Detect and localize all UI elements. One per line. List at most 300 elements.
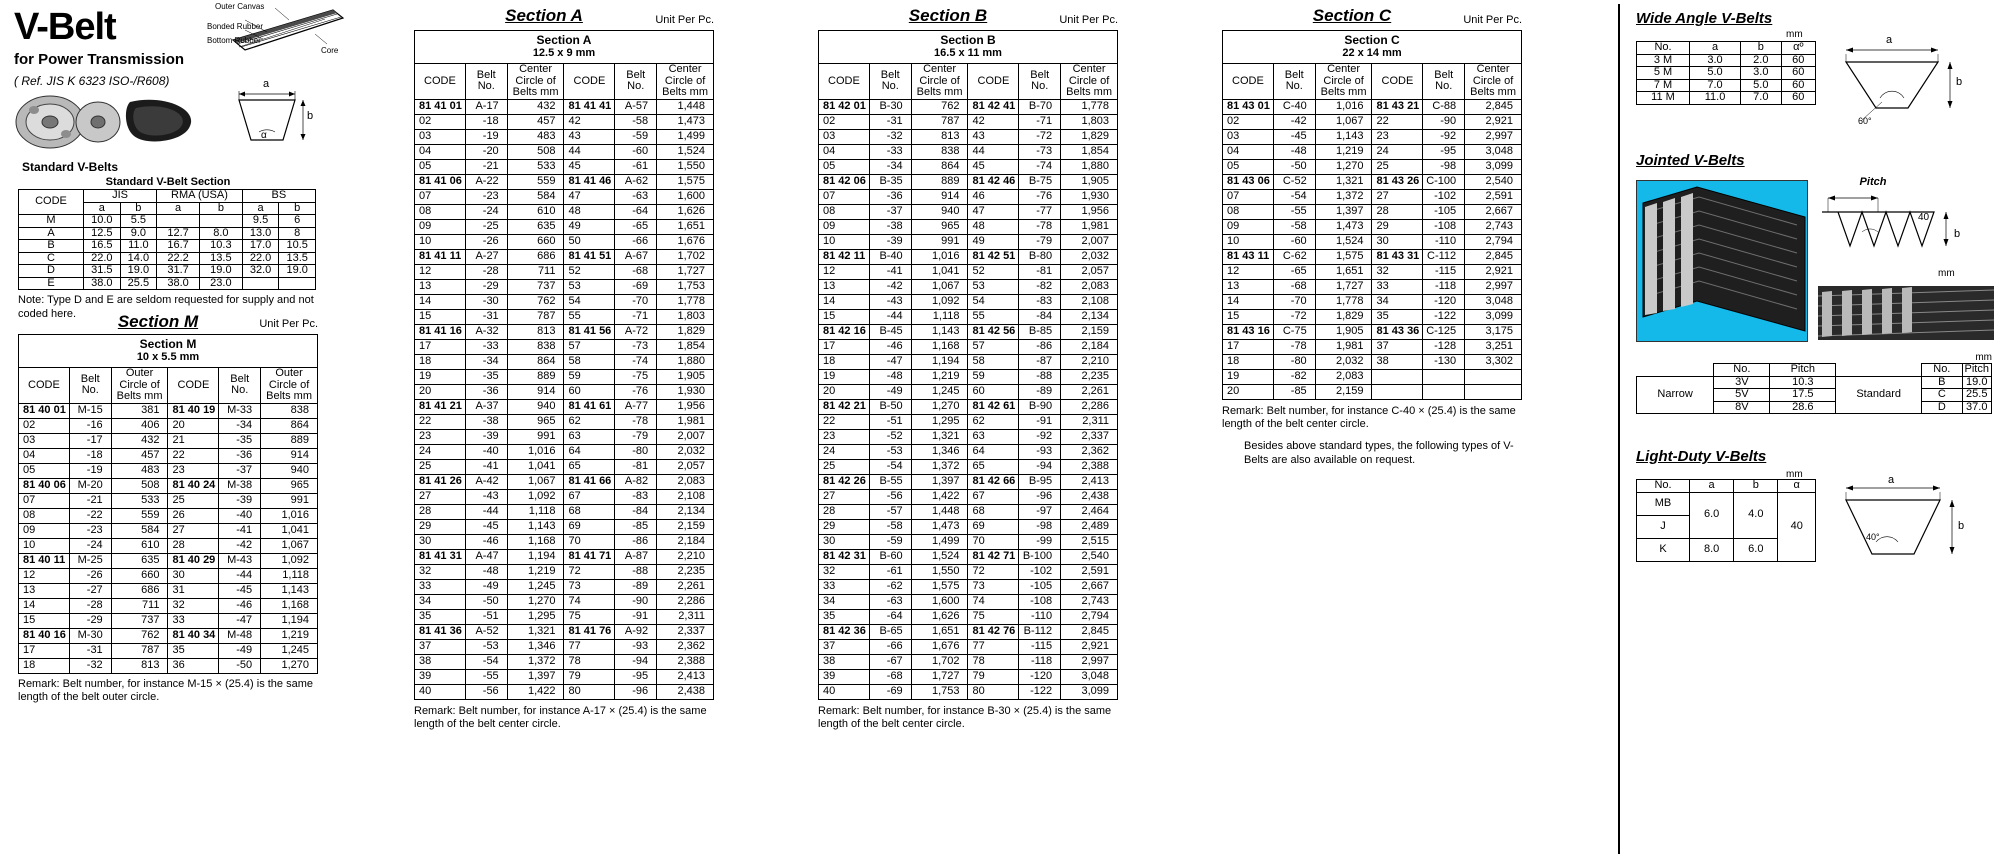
- table-header-row: [19, 368, 318, 404]
- table-title-row: Section B: [819, 31, 1118, 48]
- cell: 2,540: [1061, 549, 1118, 564]
- cell: 35: [819, 609, 870, 624]
- table-row: [819, 294, 1118, 309]
- label-dim-b: b: [307, 110, 314, 122]
- cell: -94: [1019, 459, 1061, 474]
- cell: 1,473: [1315, 219, 1372, 234]
- col-b: b: [1741, 42, 1782, 55]
- cell: 1,041: [507, 459, 564, 474]
- wide-angle-unit: mm: [1786, 29, 1803, 40]
- table-header-row: [1223, 64, 1522, 100]
- cell: 19.0: [279, 265, 316, 278]
- cell: -31: [869, 114, 911, 129]
- section-a-table: [414, 30, 714, 700]
- cell: 68: [564, 504, 615, 519]
- cell: 8: [279, 227, 316, 240]
- cell: 02: [19, 418, 70, 433]
- cell: -94: [615, 654, 657, 669]
- cell: -51: [465, 609, 507, 624]
- cell: 37.0: [1962, 401, 1991, 414]
- cell: -102: [1423, 189, 1465, 204]
- cell: 3,251: [1465, 339, 1522, 354]
- cell: -61: [615, 159, 657, 174]
- cell: 13: [1223, 279, 1274, 294]
- jointed-title: Jointed V-Belts: [1636, 152, 1745, 169]
- table-row: [819, 594, 1118, 609]
- cell: -48: [465, 564, 507, 579]
- cell: 30: [168, 568, 219, 583]
- table-row: [819, 459, 1118, 474]
- cell: 81 41 56: [564, 324, 615, 339]
- cell: B-80: [1019, 249, 1061, 264]
- cell: 406: [111, 418, 168, 433]
- cell: 33: [1372, 279, 1423, 294]
- cell: 09: [1223, 219, 1274, 234]
- cell: -91: [1019, 414, 1061, 429]
- cell: B-85: [1019, 324, 1061, 339]
- cell: A-22: [465, 174, 507, 189]
- label-core: Core: [321, 46, 339, 55]
- cell: -41: [869, 264, 911, 279]
- cell: J: [1637, 515, 1690, 538]
- cell: 1,905: [657, 369, 714, 384]
- cell: 12: [415, 264, 466, 279]
- section-m-remark: Belt number, for instance M-15 × (25.4) is the same length of the belt outer circle.: [18, 677, 313, 704]
- cell: -63: [869, 594, 911, 609]
- cell: 2,438: [1061, 489, 1118, 504]
- cell: 81 41 76: [564, 624, 615, 639]
- cell: 60: [564, 384, 615, 399]
- cell-code: D: [19, 265, 84, 278]
- table-row: [415, 249, 714, 264]
- cell: 55: [564, 309, 615, 324]
- table-row: [819, 444, 1118, 459]
- cell: 686: [507, 249, 564, 264]
- cell: 1,753: [911, 684, 968, 699]
- cell: 2,007: [1061, 234, 1118, 249]
- cell: -88: [615, 564, 657, 579]
- cell: -70: [1273, 294, 1315, 309]
- table-row: [1223, 129, 1522, 144]
- jointed-pitch-table: [1636, 363, 1992, 414]
- cell: 2,311: [1061, 414, 1118, 429]
- cell: 60: [1781, 92, 1815, 105]
- cell: 14.0: [120, 252, 157, 265]
- cell: 13.5: [199, 252, 242, 265]
- section-m-remark-label: Remark:: [18, 677, 60, 690]
- table-row: [415, 264, 714, 279]
- cell: 2,362: [657, 639, 714, 654]
- cell: 29: [819, 519, 870, 534]
- table-row: [1223, 384, 1522, 399]
- cell: 1,422: [507, 684, 564, 699]
- cell: 80: [564, 684, 615, 699]
- cell: 6.0: [1690, 492, 1734, 538]
- cell: 81 42 46: [968, 174, 1019, 189]
- cell: 2,667: [1465, 204, 1522, 219]
- cell: -95: [615, 669, 657, 684]
- cell: 33: [415, 579, 466, 594]
- cell: 22: [819, 414, 870, 429]
- cell: 1,194: [261, 613, 318, 628]
- cell: 2,083: [1061, 279, 1118, 294]
- cell: 34: [415, 594, 466, 609]
- table-size-row: 10 x 5.5 mm: [19, 351, 318, 368]
- cell: -72: [1273, 309, 1315, 324]
- cell: 81 42 26: [819, 474, 870, 489]
- table-row: [19, 658, 318, 673]
- table-row: [19, 478, 318, 493]
- cell: -50: [1273, 159, 1315, 174]
- cell: 991: [261, 493, 318, 508]
- cell: 1,499: [911, 534, 968, 549]
- cell: -18: [69, 448, 111, 463]
- cell: 24: [1372, 144, 1423, 159]
- cell: 13: [415, 279, 466, 294]
- table-row: [415, 444, 714, 459]
- cell: -38: [869, 219, 911, 234]
- cell: -93: [615, 639, 657, 654]
- cell: 1,575: [1315, 249, 1372, 264]
- cell: 03: [1223, 129, 1274, 144]
- cell: 2,845: [1061, 624, 1118, 639]
- cell: 813: [911, 129, 968, 144]
- cell: -64: [869, 609, 911, 624]
- cell: A-47: [465, 549, 507, 564]
- cell: 81 40 16: [19, 628, 70, 643]
- cell: -58: [1273, 219, 1315, 234]
- table-header-row: [1637, 42, 1816, 55]
- cell: 2,921: [1061, 639, 1118, 654]
- cell: 08: [415, 204, 466, 219]
- cell: 2,845: [1465, 99, 1522, 114]
- cell: 1,219: [261, 628, 318, 643]
- cell: -43: [869, 294, 911, 309]
- cell: [1423, 384, 1465, 399]
- cell: -48: [869, 369, 911, 384]
- table-row: [819, 579, 1118, 594]
- cell: B-90: [1019, 399, 1061, 414]
- cell: 81 43 21: [1372, 99, 1423, 114]
- table-row: [415, 354, 714, 369]
- cell: -56: [869, 489, 911, 504]
- light-duty-block: [1636, 448, 1992, 562]
- section-c-title: Section C: [1312, 6, 1392, 25]
- cell: B: [1922, 376, 1962, 389]
- table-row: [819, 489, 1118, 504]
- col-group-rma: RMA (USA): [157, 190, 243, 203]
- cell: 711: [111, 598, 168, 613]
- cell: 80: [968, 684, 1019, 699]
- cell: 72: [564, 564, 615, 579]
- cell: -90: [615, 594, 657, 609]
- table-row: [1223, 294, 1522, 309]
- cell: B-35: [869, 174, 911, 189]
- wide-angle-title: Wide Angle V-Belts: [1636, 10, 1773, 27]
- col-alpha: α: [1778, 480, 1816, 493]
- cell: 1,422: [911, 489, 968, 504]
- cell: 59: [968, 369, 1019, 384]
- cell: -46: [219, 598, 261, 613]
- cell: -80: [615, 444, 657, 459]
- cell: 23: [168, 463, 219, 478]
- cell: 81 41 71: [564, 549, 615, 564]
- cell: 1,930: [657, 384, 714, 399]
- cell: 965: [261, 478, 318, 493]
- table-row: [415, 429, 714, 444]
- cell: 762: [111, 628, 168, 643]
- cell-code: E: [19, 277, 84, 290]
- cell: 74: [968, 594, 1019, 609]
- light-duty-angle-label: 40°: [1866, 532, 1880, 542]
- jointed-tables: [1636, 352, 1992, 414]
- cell: A-77: [615, 399, 657, 414]
- table-row: [1223, 159, 1522, 174]
- cell: 610: [111, 538, 168, 553]
- cell: 1,397: [911, 474, 968, 489]
- cell: 1,600: [657, 189, 714, 204]
- table-row: [819, 249, 1118, 264]
- cell: [1465, 369, 1522, 384]
- cell: 2,159: [1315, 384, 1372, 399]
- table-row: [19, 277, 316, 290]
- cell: 81 42 56: [968, 324, 1019, 339]
- table-row: [415, 114, 714, 129]
- cell: 10: [819, 234, 870, 249]
- cell: 1,295: [507, 609, 564, 624]
- table-row: [819, 204, 1118, 219]
- cell: 1,016: [507, 444, 564, 459]
- cell: 35: [415, 609, 466, 624]
- cell: -44: [465, 504, 507, 519]
- cell: -22: [69, 508, 111, 523]
- cell: 26: [168, 508, 219, 523]
- section-c-table: [1222, 30, 1522, 400]
- table-row: [819, 549, 1118, 564]
- belt-construction-diagram: [207, 2, 345, 66]
- cell: B-65: [869, 624, 911, 639]
- cell: 559: [111, 508, 168, 523]
- cell: -62: [869, 579, 911, 594]
- cell: 2,286: [657, 594, 714, 609]
- table-row: [819, 669, 1118, 684]
- cell: -92: [1019, 429, 1061, 444]
- table-row: [415, 504, 714, 519]
- label-bonded-rubber: Bonded Rubber: [207, 22, 264, 31]
- cell: -69: [615, 279, 657, 294]
- cell: -60: [615, 144, 657, 159]
- cell: 53: [564, 279, 615, 294]
- cell: 1,321: [1315, 174, 1372, 189]
- cell: -27: [69, 583, 111, 598]
- cell: -128: [1423, 339, 1465, 354]
- table-row: [415, 189, 714, 204]
- section-b-unit: Unit Per Pc.: [1059, 14, 1118, 26]
- table-row: [19, 265, 316, 278]
- cell: -58: [869, 519, 911, 534]
- table-row: [1637, 67, 1816, 80]
- cell: 1,524: [1315, 234, 1372, 249]
- cell: 1,524: [657, 144, 714, 159]
- cell: 457: [111, 448, 168, 463]
- cell: -96: [1019, 489, 1061, 504]
- cell: -72: [1019, 129, 1061, 144]
- cell: A-87: [615, 549, 657, 564]
- light-duty-dim-a: a: [1888, 474, 1895, 486]
- cell: 2,997: [1465, 279, 1522, 294]
- cell: 79: [968, 669, 1019, 684]
- cell: 25.5: [1962, 389, 1991, 402]
- col-header: Belt No.: [615, 64, 657, 100]
- cell: 81 43 01: [1223, 99, 1274, 114]
- cell: 75: [968, 609, 1019, 624]
- cell: 32.0: [242, 265, 279, 278]
- cell: 2,057: [657, 459, 714, 474]
- cell: 31.5: [84, 265, 121, 278]
- cell: A-42: [465, 474, 507, 489]
- cell: -102: [1019, 564, 1061, 579]
- cell: 65: [968, 459, 1019, 474]
- table-row: [819, 144, 1118, 159]
- cell: 60: [1781, 54, 1815, 67]
- section-m-title: Section M: [117, 312, 199, 331]
- cell-code: C: [19, 252, 84, 265]
- cell: -75: [615, 369, 657, 384]
- col-header: Center Circle of Belts mm: [507, 64, 564, 100]
- col-header: Belt No.: [1019, 64, 1061, 100]
- cell: -54: [465, 654, 507, 669]
- cell: 635: [507, 219, 564, 234]
- page-subtitle: for Power Transmission: [14, 51, 185, 68]
- cell: 1,143: [1315, 129, 1372, 144]
- cell: 14: [1223, 294, 1274, 309]
- cell: 45: [564, 159, 615, 174]
- cell: -130: [1423, 354, 1465, 369]
- cell: -96: [615, 684, 657, 699]
- cell: 686: [111, 583, 168, 598]
- col-b: b: [1734, 480, 1778, 493]
- cell: 2,261: [1061, 384, 1118, 399]
- cell: -37: [219, 463, 261, 478]
- cell: 32: [168, 598, 219, 613]
- cell: 2,007: [657, 429, 714, 444]
- cell: 64: [564, 444, 615, 459]
- cell: 2,032: [1315, 354, 1372, 369]
- table-row: [415, 669, 714, 684]
- cell: 81 40 01: [19, 403, 70, 418]
- cell: 2,794: [1061, 609, 1118, 624]
- cell: -48: [1273, 144, 1315, 159]
- cell: 813: [111, 658, 168, 673]
- cell: 8V: [1714, 401, 1770, 414]
- cell: 22: [1372, 114, 1423, 129]
- cell: 20: [819, 384, 870, 399]
- cell: A-17: [465, 99, 507, 114]
- cell: 28: [168, 538, 219, 553]
- cell: 11.0: [1690, 92, 1741, 105]
- cell: 75: [564, 609, 615, 624]
- table-row: [1223, 354, 1522, 369]
- cell: -84: [1019, 309, 1061, 324]
- cell: -47: [869, 354, 911, 369]
- section-c-remark2: Besides above standard types, the following types of V-Belts are also available on request.: [1244, 440, 1514, 466]
- cell: 81 43 16: [1223, 324, 1274, 339]
- cell: 04: [19, 448, 70, 463]
- pulley-photo: [12, 92, 202, 150]
- cell: 04: [415, 144, 466, 159]
- cell: 2,184: [657, 534, 714, 549]
- cell: -47: [219, 613, 261, 628]
- col-group-jis: JIS: [84, 190, 157, 203]
- table-row: [1637, 54, 1816, 67]
- cell: 14: [819, 294, 870, 309]
- cell: 3,175: [1465, 324, 1522, 339]
- cell: 81 43 06: [1223, 174, 1274, 189]
- narrow-label: Narrow: [1637, 376, 1714, 414]
- table-row: [1223, 114, 1522, 129]
- cell-code: M: [19, 215, 84, 228]
- table-row: [1223, 234, 1522, 249]
- cell: 1,727: [1315, 279, 1372, 294]
- cell: 3,099: [1465, 159, 1522, 174]
- cell: 2,286: [1061, 399, 1118, 414]
- cell: -65: [1273, 264, 1315, 279]
- table-row: [415, 324, 714, 339]
- cell: -43: [465, 489, 507, 504]
- cell: -42: [869, 279, 911, 294]
- cell: -79: [615, 429, 657, 444]
- label-outer-canvas: Outer Canvas: [215, 2, 265, 11]
- cell: 1,626: [911, 609, 968, 624]
- cell: 508: [507, 144, 564, 159]
- cell: 05: [819, 159, 870, 174]
- table-row: [415, 279, 714, 294]
- cell: 2.0: [1741, 54, 1782, 67]
- cell: 19: [819, 369, 870, 384]
- col-a: a: [1690, 480, 1734, 493]
- cell: 864: [911, 159, 968, 174]
- wide-angle-diagram: [1832, 32, 1972, 132]
- table-row: [819, 354, 1118, 369]
- cell: 69: [564, 519, 615, 534]
- section-a-title: Section A: [505, 6, 583, 25]
- cell: 1,651: [911, 624, 968, 639]
- cell: 991: [507, 429, 564, 444]
- cell: A-27: [465, 249, 507, 264]
- cell: 68: [968, 504, 1019, 519]
- cell: 62: [564, 414, 615, 429]
- cell: 1,143: [507, 519, 564, 534]
- cell: -36: [465, 384, 507, 399]
- cell: -90: [1423, 114, 1465, 129]
- cell: 2,032: [1061, 249, 1118, 264]
- cell: 584: [111, 523, 168, 538]
- cell: 81 40 19: [168, 403, 219, 418]
- cell: -19: [465, 129, 507, 144]
- cell: 07: [819, 189, 870, 204]
- cell: M-25: [69, 553, 111, 568]
- col-header: Outer Circle of Belts mm: [261, 368, 318, 404]
- table-row: [415, 174, 714, 189]
- cell: 02: [1223, 114, 1274, 129]
- cell: 940: [261, 463, 318, 478]
- cell: -118: [1423, 279, 1465, 294]
- cell: -65: [615, 219, 657, 234]
- table-row: [819, 369, 1118, 384]
- cell: 635: [111, 553, 168, 568]
- cell: 30: [1372, 234, 1423, 249]
- cell: 70: [968, 534, 1019, 549]
